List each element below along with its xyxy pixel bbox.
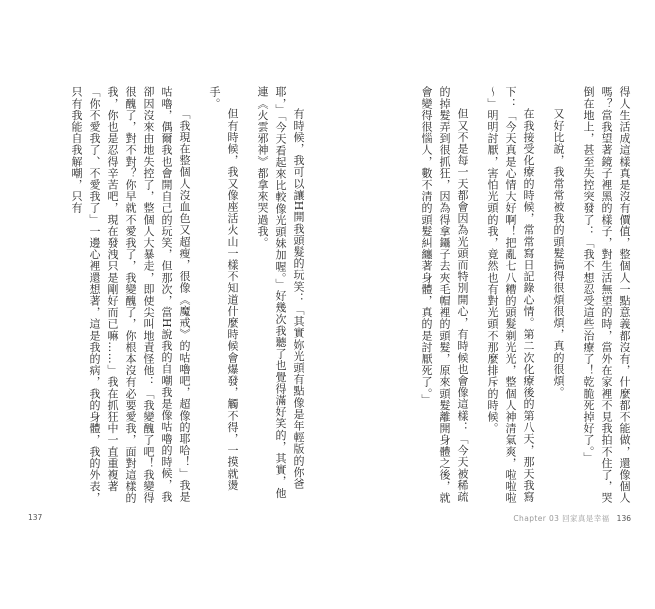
paragraph: 在我接受化療的時候，常常寫日記錄心情。第二次化療後的第八天，那天我寫下：「今天真是心情大好啊！把亂七八糟的頭髮剃光光，整個人神清氣爽，啦啦啦～」明明討厭，害怕光頭的我，竟然也有對光頭不那麼排斥的時候。 [486, 86, 535, 504]
paragraph: 得人生活成這樣真是沒有價值，整個人一點意義都沒有，什麼都不能做，還像個人嗎？當我望著鏡子裡黑的樣子，對生活無望的時，當外在家裡不見我拍不住了，哭倒在地上，甚至失控突發了：「我不想忍受這些治療了！乾脆死掉好了。」 [582, 86, 631, 504]
left-page-text [27, 86, 307, 506]
left-page-number: 137 [28, 513, 43, 522]
right-page-number: 136 [616, 514, 631, 523]
right-page-footer [513, 513, 631, 524]
paragraph: 有時候，我可以讓H開我頭髮的玩笑：「其實妳光頭有點像是年輕版的你爸耶，」「今天看起來比較像光頭妹加喔。」好幾次我聽了也覺得滿好笑的，其實，他連《火雲邪神》都拿來哭過我。 [256, 86, 305, 499]
paragraph: 「我現在整個人沒血色又超瘦，很像《魔戒》的咕嚕吧，超像的耶哈！」我是咕嚕，偶爾我也會開自己的玩笑，但那次，當H說我的自嘲我是像咕嚕的時候，我卻因沒來由地失控了，整個人大暴走，即使尖叫地責怪他：「我變醜了吧！我變得很醜了，對不對？你早就不愛我了，我變醜了，你根本沒有必要愛我，面對這樣的我，你也是忍得辛苦吧，現在發洩只是剛好而已嘛……」我在抓狂中一直重複著「你不愛我了、不愛我了」一邊心裡還想著，這是我的病，我的身體，我的外表，只有我能自我解嘲，只有 [70, 86, 191, 504]
chapter-running-title: Chapter 03 回家真是幸福 [513, 514, 610, 523]
paragraph: 又好比說，我常常被我的頭髮搞得很煩很煩，真的很煩。 [552, 108, 565, 398]
paragraph: 但又不是每一天都會因為光頭而特別開心，有時候也會像這樣：「今天被稀疏的掉髮弄到很抓狂，因為得拿鑷子去夾毛帽裡的頭髮，原來頭髮離開身體之後，就會變得很惱人，數不清的頭髮糾纏著身體，真的是討厭死了。」 [420, 86, 469, 504]
paragraph: 但有時候，我又像座活火山一樣不知道什麼時候會爆發，觸不得，一摸就燙手。 [208, 86, 239, 491]
right-page-text [355, 86, 633, 506]
